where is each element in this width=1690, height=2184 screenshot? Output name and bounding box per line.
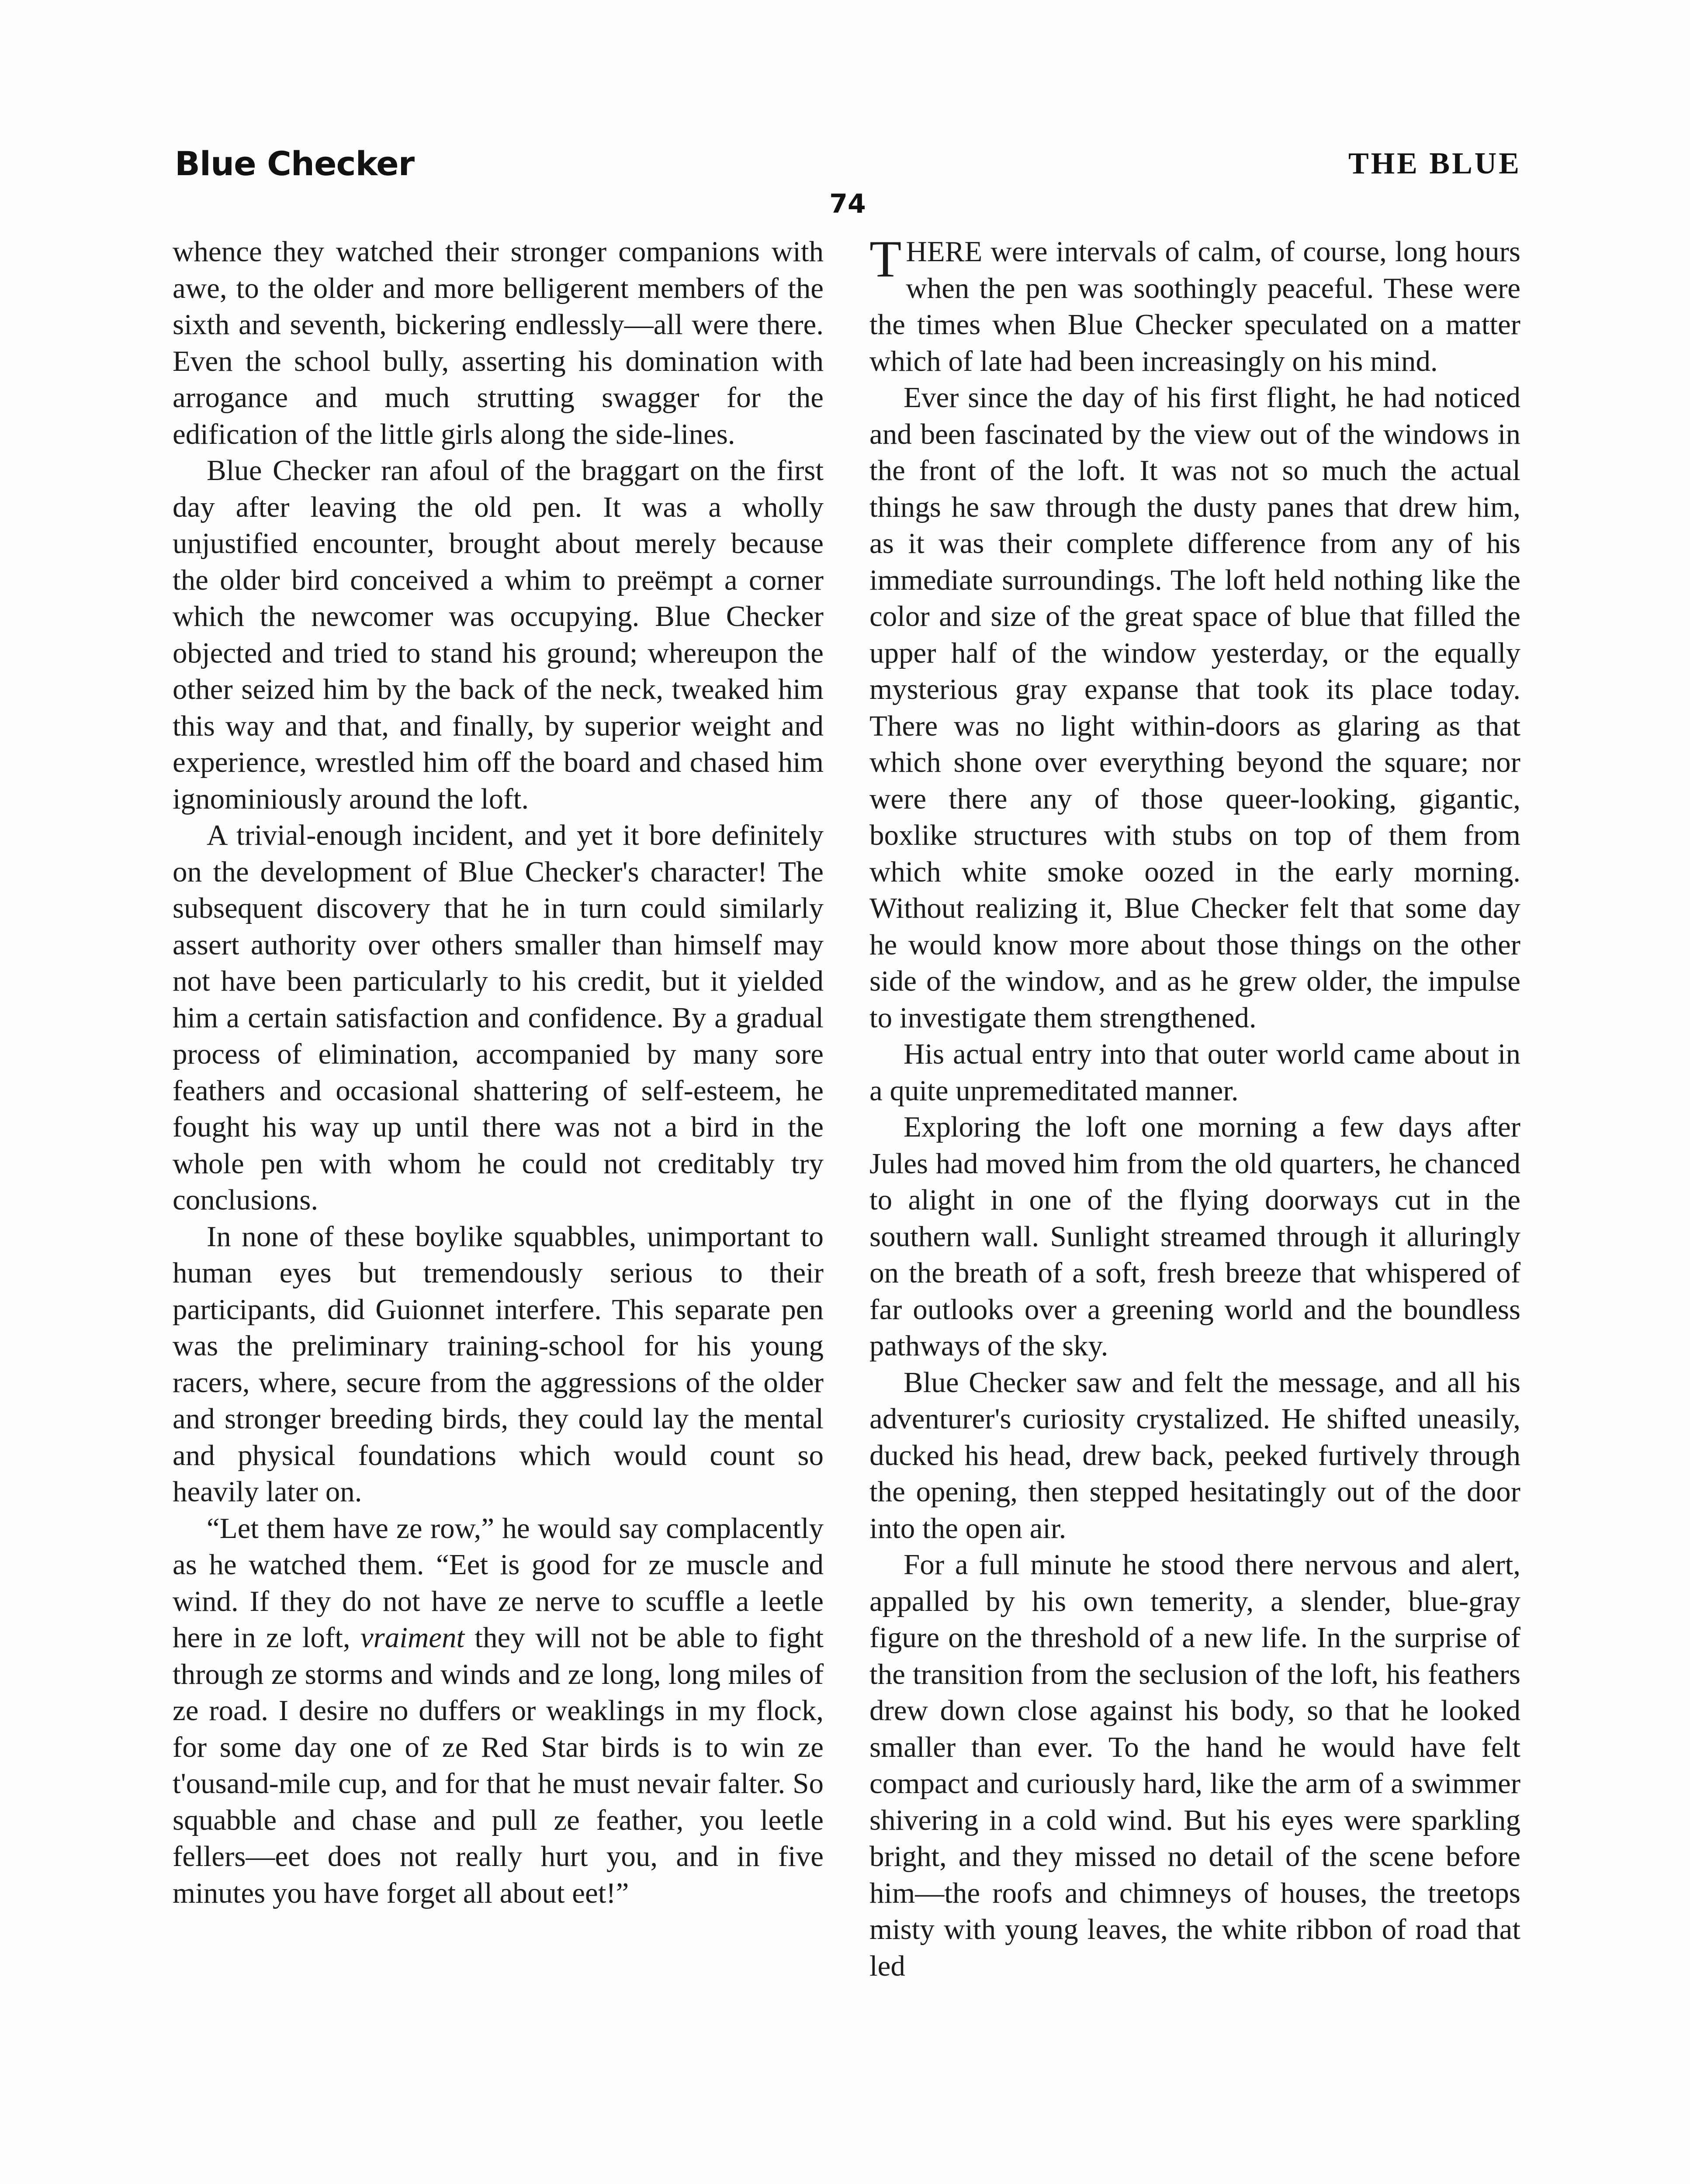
quote-paragraph (173, 1510, 824, 1912)
paragraph: A trivial-enough incident, and yet it bore definitely on the development of Blue Checker's character! The subsequent discovery that he in turn could similarly assert authority over others smaller than himself may not have been particularly to his credit, but it yielded him a certain satisfaction and confidence. By a gradual process of elimination, accompanied by many sore feathers and occasional shattering of self-esteem, he fought his way up until there was not a bird in the whole pen with whom he could not creditably try conclusions. (173, 819, 824, 1216)
paragraph: Blue Checker ran afoul of the braggart on the first day after leaving the old pen. It was a wholly unjustified encounter, brought about merely because the older bird conceived a whim to preëmpt a corner which the newcomer was occupying. Blue Checker objected and tried to stand his ground; whereupon the other seized him by the back of the neck, tweaked him this way and that, and finally, by superior weight and experience, wrestled him off the board and chased him ignominiously around the loft. (173, 454, 824, 815)
paragraph: In none of these boylike squabbles, unimportant to human eyes but tremendously serious to their participants, did Guionnet interfere. This separate pen was the preliminary training-school for his young racers, where, secure from the aggressions of the older and stronger breeding birds, they could lay the mental and physical foundations which would count so heavily later on. (173, 1220, 824, 1508)
paragraph: Blue Checker saw and felt the message, and all his adventurer's curiosity crystalized. He shifted uneasily, ducked his head, drew back, peeked furtively through the opening, then stepped hesitatingly out of the door into the open air. (869, 1366, 1520, 1545)
paragraph: Ever since the day of his first flight, he had noticed and been fascinated by the view out of the windows in the front of the loft. It was not so much the actual things he saw through the dusty panes that drew him, as it was their complete difference from any of his immediate surroundings. The loft held nothing like the color and size of the great space of blue that filled the upper half of the window yesterday, or the equally mysterious gray expanse that took its place today. There was no light within-doors as glaring as that which shone over everything beyond the square; nor were there any of those queer-looking, gigantic, boxlike structures with stubs on top of them from which white smoke oozed in the early morning. Without realizing it, Blue Checker felt that some day he would know more about those things on the other side of the window, and as he grew older, the impulse to investigate them strengthened. (869, 381, 1520, 1034)
right-text-column (869, 230, 1520, 1984)
section-lead-paragraph (869, 230, 1520, 380)
lead-text: HERE were intervals of calm, of course, long hours when the pen was soothingly peaceful. These were the times when Blue Checker speculated on a matter which of late had been increasingly on his mind. (869, 235, 1520, 377)
quote-italic-word: vraiment (360, 1621, 465, 1654)
paragraph: whence they watched their stronger companions with awe, to the older and more belligerent members of the sixth and seventh, bickering endlessly—all were there. Even the school bully, asserting his domination with arrogance and much strutting swagger for the edification of the little girls along the side-lines. (173, 235, 824, 450)
drop-cap: T (869, 230, 902, 288)
running-head-magazine: THE BLUE (1348, 147, 1521, 180)
paragraph: For a full minute he stood there nervous and alert, appalled by his own temerity, a slender, blue-gray figure on the threshold of a new life. In the surprise of the transition from the seclusion of the loft, his feathers drew down close against his body, so that he looked smaller than ever. To the hand he would have felt compact and curiously hard, like the arm of a swimmer shivering in a cold wind. But his eyes were sparkling bright, and they missed no detail of the scene before him—the roofs and chimneys of houses, the treetops misty with young leaves, the white ribbon of road that led (869, 1548, 1520, 1982)
paragraph: His actual entry into that outer world came about in a quite unpremeditated manner. (869, 1038, 1520, 1107)
page-number: 74 (829, 189, 866, 219)
left-text-column (173, 234, 824, 1911)
quote-text-after: they will not be able to fight through ze storms and winds and ze long, long miles of ze road. I desire no duffers or weaklings in my flock, for some day one of ze Red Star birds is to win ze t'ousand-mile cup, and for that he must nevair falter. So squabble and chase and pull ze feather, you leetle fellers—eet does not really hurt you, and in five minutes you have forget all about eet!” (173, 1621, 824, 1909)
running-head-title: Blue Checker (175, 144, 415, 183)
quote-text-before: “Let them have ze row,” he would say complacently as he watched them. “Eet is good for ze muscle and wind. If they do not have ze nerve to scuffle a leetle here in ze loft, (173, 1512, 824, 1654)
paragraph: Exploring the loft one morning a few days after Jules had moved him from the old quarters, he chanced to alight in one of the flying doorways cut in the southern wall. Sunlight streamed through it alluringly on the breath of a soft, fresh breeze that whispered of far outlooks over a greening world and the boundless pathways of the sky. (869, 1111, 1520, 1362)
